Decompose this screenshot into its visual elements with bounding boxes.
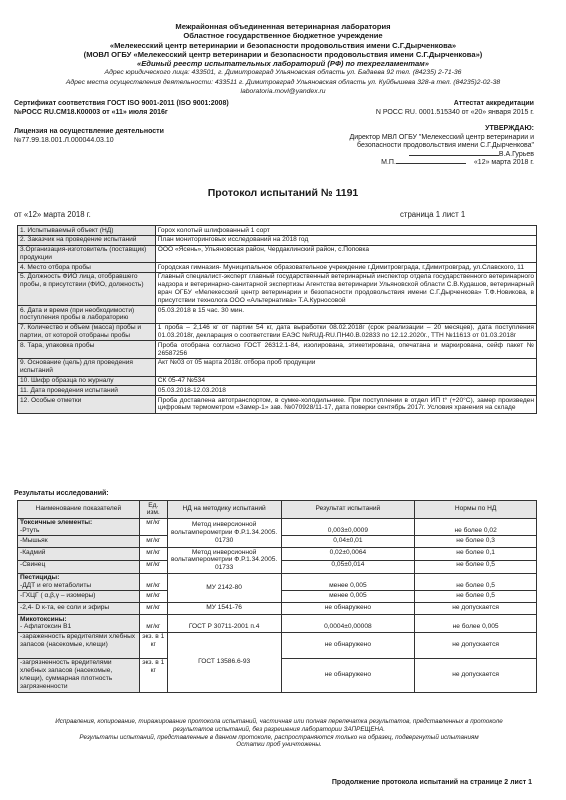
- footer-notice: [14, 718, 544, 749]
- certificate-line-2: №РОСС RU.СМ18.К00003 от «11» июля 2016г: [14, 108, 168, 116]
- header-line-3: «Мелекесский центр ветеринарии и безопасности продовольствия имени С.Г.Дырченкова»: [109, 40, 457, 50]
- info-value: Главный специалист-эксперт главный государственный ветеринарный инспектор отдела государственного ветеринарного надзора и ветеринарно-санитарной экспертизы Агентства ветеринарии Ульяновской области С.В.Кудашов, ветеринарный врач ОГБУ «Мелекесский центр ветеринарии и безопасности продовольствия имени С.Г.Дырченкова» Т.Ф.Новикова, в присутствии технолога ООО «Альтернатива» Т.А.Курносовой: [155, 272, 536, 305]
- col-header-indicator: Наименование показателей: [18, 501, 140, 519]
- results-title: Результаты исследований:: [14, 490, 109, 497]
- info-label: 3.Организация-изготовитель (поставщик) продукции: [18, 245, 156, 263]
- approval-line-2: безопасности продовольствия имени С.Г.Дырченкова": [357, 142, 534, 150]
- table-row: [18, 632, 537, 658]
- director-name: В.А.Гурьев: [498, 150, 534, 158]
- unit-cell: мг/кг: [139, 518, 167, 536]
- col-header-unit: Ед. изм.: [139, 501, 167, 519]
- table-row: [18, 573, 537, 591]
- accreditation-title: Аттестат аккредитации: [453, 100, 534, 107]
- result-cell: 0,04±0,01: [281, 536, 415, 548]
- protocol-date: от «12» марта 2018 г.: [14, 210, 91, 219]
- continuation-note: Продолжение протокола испытаний на странице 2 лист 1: [331, 779, 532, 786]
- info-row: [18, 386, 537, 396]
- header-line-1: Межрайонная объединенная ветеринарная лаборатория: [175, 22, 391, 31]
- indicator-cell: -зараженность вредителями хлебных запасов (насекомые, клещи): [18, 632, 140, 658]
- norm-cell: не более 0,005: [415, 615, 537, 633]
- approval-date: «12» марта 2018 г.: [473, 159, 534, 167]
- indicator-cell: -Мышьяк: [18, 536, 140, 548]
- norm-cell: не более 0,5: [415, 573, 537, 591]
- section-title-toxic: Токсичные элементы:: [20, 519, 93, 527]
- info-value: ООО «Ясень», Ульяновская район, Чердаклинский район, с.Поповка: [155, 245, 536, 263]
- unit-cell: мг/кг: [139, 603, 167, 615]
- table-row: [18, 603, 537, 615]
- col-header-method: НД на методику испытаний: [167, 501, 281, 519]
- footer-line-1: Исправления, копирование, тиражирование протокола испытаний, частичная или полная перепечатка результатов, представленных в протоколе: [55, 718, 503, 725]
- info-value: 05.03.2018 в 15 час. 30 мин.: [155, 306, 536, 324]
- result-cell: 0,02±0,0064: [281, 548, 415, 561]
- protocol-title: Протокол испытаний № 1191: [207, 187, 359, 199]
- info-label: 8. Тара, упаковка пробы: [18, 341, 156, 359]
- table-row: [18, 548, 537, 561]
- info-row: [18, 235, 537, 245]
- result-cell: не обнаружено: [281, 632, 415, 658]
- header-address-activity: Адрес места осуществления деятельности: 433511 г. Димитровград Ульяновская область ул. Куйбышева 328-а тел. (84235)2-02-38: [65, 78, 501, 86]
- result-cell: менее 0,005: [281, 573, 415, 591]
- approval-title: УТВЕРЖДАЮ:: [485, 125, 534, 132]
- info-value: 1 проба – 2,146 кг от партии 54 кг, дата выработки 08.02.2018г (срок реализации – 20 месяцев), дата поступления 01.03.2018г, декларация о соответствии ЕАЭС №RUД-RU.ПН40.В.02833 по 12.12.2020г., ТТН №11613 от 01.03.2018г: [155, 323, 536, 341]
- info-row: [18, 226, 537, 236]
- col-header-result: Результат испытаний: [281, 501, 415, 519]
- method-cell: Метод инверсионной вольтамперометрии Ф.Р.1.34.2005. 01733: [167, 548, 281, 573]
- table-row: [18, 615, 537, 633]
- info-row: [18, 323, 537, 341]
- info-label: 6. Дата и время (при необходимости) поступления пробы в лабораторию: [18, 306, 156, 324]
- unit-cell: мг/кг: [139, 560, 167, 573]
- indicator-name: - Афлатоксин В1: [20, 623, 72, 631]
- info-value: Акт №03 от 05 марта 2018г. отбора проб продукции: [155, 358, 536, 376]
- info-value: Городская гимназия- Муниципальное образовательное учреждение г.Димитровграда, г.Димитровград, ул.Славского, 11: [155, 263, 536, 273]
- header-email: laboratoria.movl@yandex.ru: [240, 88, 326, 96]
- unit-cell: экз. в 1 кг: [139, 658, 167, 692]
- method-cell: Метод инверсионной вольтамперометрии Ф.Р.1.34.2005. 01730: [167, 518, 281, 548]
- license-number: №77.99.18.001.Л.000044.03.10: [14, 136, 114, 144]
- norm-cell: не допускается: [415, 632, 537, 658]
- indicator-cell: -ГХЦГ ( α,β,γ – изомеры): [18, 591, 140, 603]
- info-label: 5. Должность ФИО лица, отобравшего пробы, в присутствии (ФИО, должность): [18, 272, 156, 305]
- indicator-cell: [18, 518, 140, 536]
- result-cell: менее 0,005: [281, 591, 415, 603]
- norm-cell: не более 0,5: [415, 591, 537, 603]
- results-table: [17, 500, 537, 693]
- info-label: 1. Испытываемый объект (НД): [18, 226, 156, 236]
- result-cell: не обнаружено: [281, 603, 415, 615]
- footer-line-3: Результаты испытаний, представленные в данном протоколе, распространяются только на образец, подвергнутый испытаниям: [79, 733, 479, 741]
- norm-cell: не более 0,5: [415, 560, 537, 573]
- header-line-2: Областное государственное бюджетное учреждение: [183, 31, 383, 41]
- sample-info-body: [18, 226, 537, 414]
- approval-block: [274, 125, 534, 168]
- indicator-cell: -Кадмий: [18, 548, 140, 561]
- license-title: Лицензия на осуществление деятельности: [14, 128, 164, 135]
- norm-cell: не допускается: [415, 658, 537, 692]
- info-label: 11. Дата проведения испытаний: [18, 386, 156, 396]
- result-cell: 0,0004±0,00008: [281, 615, 415, 633]
- license-block: [14, 128, 164, 145]
- info-row: [18, 272, 537, 305]
- indicator-cell: [18, 573, 140, 591]
- header-line-5: «Единый реестр испытательных лабораторий (РФ) по техрегламентам»: [136, 59, 430, 69]
- accreditation-block: [376, 100, 534, 117]
- indicator-name: -ДДТ и его метаболиты: [20, 581, 92, 589]
- info-value: Проба доставлена автотранспортом, в сумке-холодильнике. При поступлении в отдел ИП t° (+20°С), замер произведен цифровым термометром «Замер-1» зав. №070928/11-17, дата поверки сентябрь 2017г. Условия хранения на складе: [155, 396, 536, 414]
- info-value: 05.03.2018-12.03.2018: [155, 386, 536, 396]
- info-label: 4. Место отбора пробы: [18, 263, 156, 273]
- unit-cell: экз. в 1 кг: [139, 632, 167, 658]
- sample-info-table: [17, 225, 537, 414]
- method-cell: ГОСТ 13586.6-93: [167, 632, 281, 692]
- result-cell: 0,05±0,014: [281, 560, 415, 573]
- result-cell: не обнаружено: [281, 658, 415, 692]
- table-row: [18, 518, 537, 536]
- unit-cell: мг/кг: [139, 536, 167, 548]
- info-label: 9. Основание (цель) для проведения испытаний: [18, 358, 156, 376]
- approval-date-line: [274, 159, 534, 168]
- unit-cell: мг/кг: [139, 591, 167, 603]
- approval-line-1: Директор МВЛ ОГБУ "Мелекесский центр ветеринарии и: [349, 133, 534, 141]
- col-header-norm: Нормы по НД: [415, 501, 537, 519]
- method-cell: МУ 1541-76: [167, 603, 281, 615]
- info-row: [18, 245, 537, 263]
- section-title-mycotoxins: Микотоксины:: [20, 615, 67, 623]
- method-cell: ГОСТ Р 30711-2001 п.4: [167, 615, 281, 633]
- indicator-cell: -Свинец: [18, 560, 140, 573]
- info-label: 10. Шифр образца по журналу: [18, 376, 156, 386]
- info-label: 7. Количество и объем (масса) пробы и партии, от которой отобраны пробы: [18, 323, 156, 341]
- info-value: Проба отобрана согласно ГОСТ 26312.1-84, изолирована, этикетирована, опечатана и маркирована, сейф пакет № 26587256: [155, 341, 536, 359]
- info-row: [18, 376, 537, 386]
- info-row: [18, 263, 537, 273]
- certificate-block: [14, 100, 229, 117]
- norm-cell: не более 0,3: [415, 536, 537, 548]
- norm-cell: не более 0,02: [415, 518, 537, 536]
- page-indicator: страница 1 лист 1: [400, 210, 466, 219]
- unit-cell: мг/кг: [139, 573, 167, 591]
- footer-line-2: результатов испытаний, без разрешения лаборатории ЗАПРЕЩЕНА.: [172, 725, 386, 733]
- method-cell: МУ 2142-80: [167, 573, 281, 603]
- lab-header: [0, 22, 566, 96]
- header-address-legal: Адрес юридического лица: 433501, г. Димитровград Ульяновская область ул. Бадаева 92 тел. (84235) 2-71-36: [104, 69, 462, 77]
- norm-cell: не допускается: [415, 603, 537, 615]
- footer-line-4: Остатки проб уничтожены.: [236, 741, 322, 749]
- approval-signature-line: [274, 151, 534, 160]
- indicator-cell: -загрязненность вредителями хлебных запасов (насекомые, клещи), суммарная плотность загрязненности: [18, 658, 140, 692]
- section-title-pesticides: Пестициды:: [20, 574, 60, 582]
- result-cell: 0,003±0,0009: [281, 518, 415, 536]
- indicator-cell: [18, 615, 140, 633]
- info-value: План мониторинговых исследований на 2018 год: [155, 235, 536, 245]
- header-line-4: (МОВЛ ОГБУ «Мелекесский центр ветеринарии и безопасности продовольствия имени С.Г.Дырченкова»): [83, 49, 483, 59]
- info-row: [18, 358, 537, 376]
- info-value: Горох колотый шлифованный 1 сорт: [155, 226, 536, 236]
- info-value: СК 05-47 №534: [155, 376, 536, 386]
- unit-cell: мг/кг: [139, 615, 167, 633]
- info-label: 2. Заказчик на проведение испытаний: [18, 235, 156, 245]
- info-row: [18, 306, 537, 324]
- info-label: 12. Особые отметки: [18, 396, 156, 414]
- indicator-name: -Ртуть: [20, 526, 40, 534]
- info-row: [18, 396, 537, 414]
- unit-cell: мг/кг: [139, 548, 167, 561]
- info-row: [18, 341, 537, 359]
- accreditation-number: N РОСС RU. 0001.515340 от «20» января 2015 г.: [375, 108, 534, 116]
- certificate-line-1: Сертификат соответствия ГОСТ ISO 9001-2011 (ISO 9001:2008): [14, 100, 229, 107]
- stamp-mark: М.П.: [381, 159, 396, 167]
- indicator-cell: -2,4- D к-та, ее соли и эфиры: [18, 603, 140, 615]
- norm-cell: не более 0,1: [415, 548, 537, 561]
